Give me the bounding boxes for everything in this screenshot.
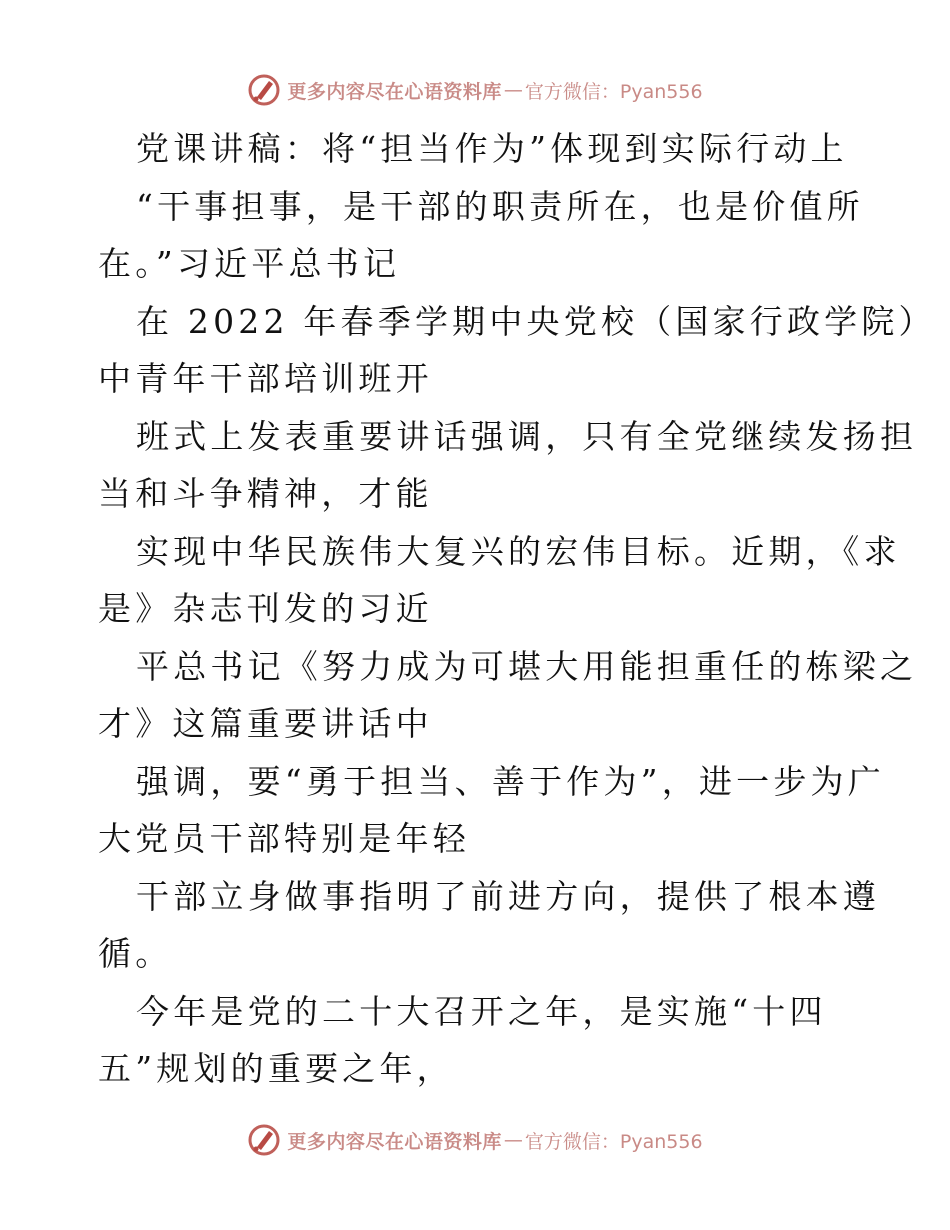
text-line: 在。”习近平总书记	[98, 244, 401, 283]
text-line: 才》这篇重要讲话中	[98, 704, 433, 743]
text-line: 中青年干部培训班开	[98, 359, 433, 398]
text-line: 班式上发表重要讲话强调，只有全党继续发扬担	[136, 416, 918, 456]
header-watermark	[0, 70, 950, 110]
watermark-contact: 官方微信：Pyan556	[524, 1130, 703, 1153]
doc-title: 党课讲稿：将“担当作为”体现到实际行动上	[136, 129, 848, 168]
text-line: 是》杂志刊发的习近	[98, 589, 433, 628]
watermark-separator: —	[503, 1129, 523, 1151]
footer-watermark	[0, 1120, 950, 1160]
watermark-text: 更多内容尽在心语资料库	[287, 80, 502, 103]
text-line: 今年是党的二十大召开之年，是实施“十四	[136, 991, 827, 1031]
text-line: 大党员干部特别是年轻	[98, 819, 470, 858]
watermark-contact: 官方微信：Pyan556	[524, 80, 703, 103]
text-line: 五”规划的重要之年，	[98, 1049, 454, 1088]
text-line: 循。	[98, 934, 173, 973]
text-line: 干部立身做事指明了前进方向，提供了根本遵	[136, 876, 880, 916]
text-line: 在 2022 年春季学期中央党校（国家行政学院）	[136, 301, 936, 341]
text-line: “干事担事，是干部的职责所在，也是价值所	[136, 186, 864, 226]
pen-logo-icon	[247, 1123, 281, 1157]
text-line: 实现中华民族伟大复兴的宏伟目标。近期，《求	[136, 531, 901, 571]
watermark-separator: —	[503, 79, 523, 101]
text-line: 平总书记《努力成为可堪大用能担重任的栋梁之	[136, 646, 918, 686]
pen-logo-icon	[247, 73, 281, 107]
document-body	[98, 120, 936, 1098]
watermark-text: 更多内容尽在心语资料库	[287, 1130, 502, 1153]
text-line: 强调，要“勇于担当、善于作为”，进一步为广	[136, 761, 885, 801]
text-line: 当和斗争精神，才能	[98, 474, 433, 513]
